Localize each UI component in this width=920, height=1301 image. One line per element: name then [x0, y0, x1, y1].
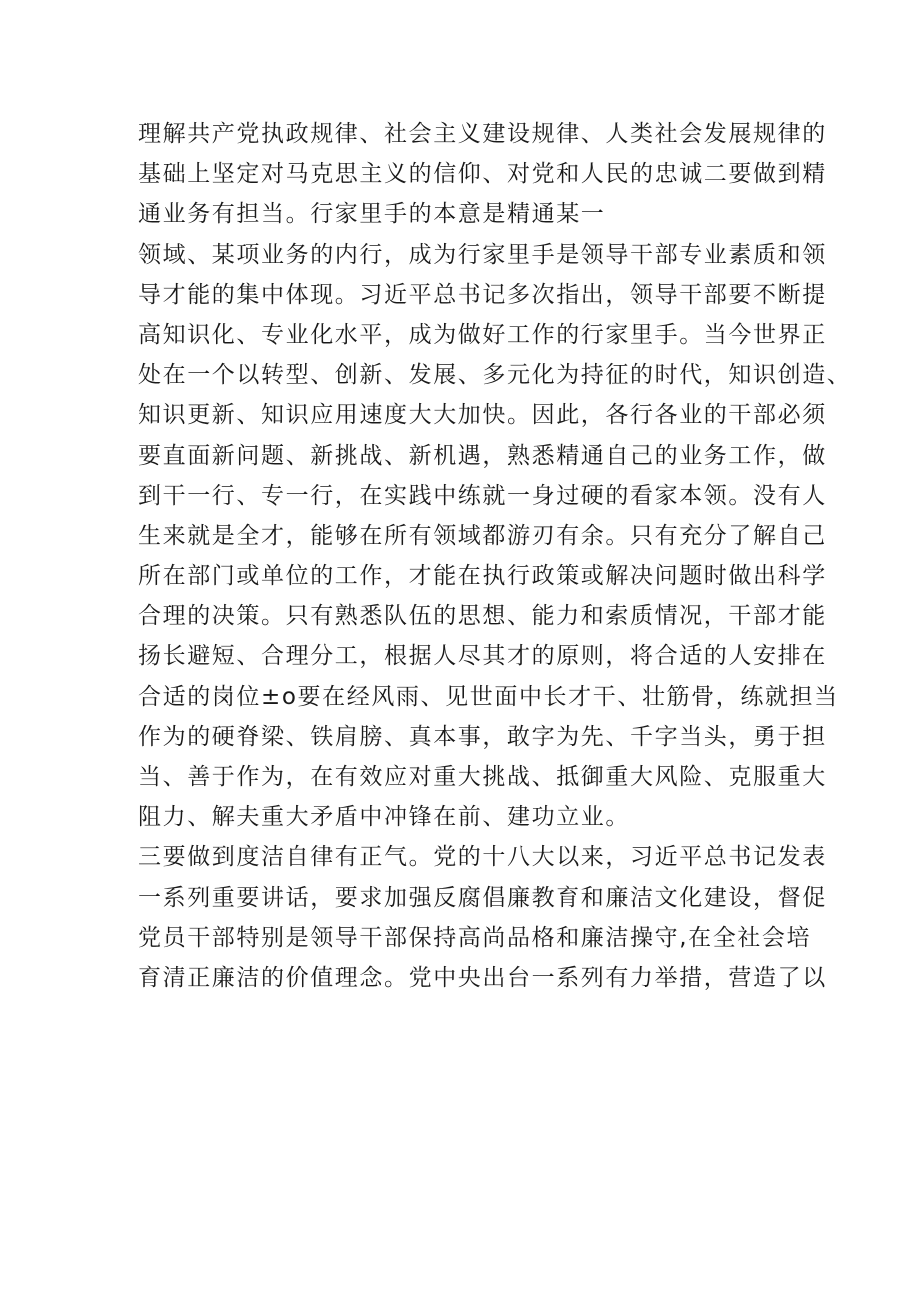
- text-line: 基础上坚定对马克思主义的信仰、对党和人民的忠诚二要做到精: [138, 161, 827, 188]
- text-line: 理解共产党执政规律、社会主义建设规律、人类社会发展规律的: [138, 121, 827, 147]
- text-line: 通业务有担当。行家里手的本意是精通某一: [138, 201, 606, 228]
- text-line: 当、善于作为，在有效应对重大挑战、抵御重大风险、克服重大: [138, 764, 827, 790]
- text-line: 高知识化、专业化水平，成为做好工作的行家里手。当今世界正: [138, 321, 827, 348]
- text-line: 导才能的集中体现。习近平总书记多次指出，领导干部要不断提: [138, 281, 827, 308]
- text-line: 作为的硬脊梁、铁肩膀、真本事，敢字为先、千字当头，勇于担: [138, 723, 827, 750]
- text-line: 一系列重要讲话，要求加强反腐倡廉教育和廉洁文化建设，督促: [138, 884, 827, 911]
- text-line: 所在部门或单位的工作，才能在执行政策或解决问题时做出科学: [138, 563, 827, 590]
- text-line: 党员干部特别是领导干部保持高尚品格和廉洁操守,在全社会培: [138, 924, 812, 951]
- text-line: 生来就是全才，能够在所有领域都游刃有余。只有充分了解自己: [138, 522, 827, 549]
- text-line: 合适的岗位±o要在经风雨、见世面中长才干、壮筋骨，练就担当: [138, 683, 839, 710]
- text-line: 三要做到度洁自律有正气。党的十八大以来，习近平总书记发表: [138, 844, 827, 871]
- text-line: 处在一个以转型、创新、发展、多元化为持征的时代，知识创造、: [138, 362, 852, 389]
- text-line: 领域、某项业务的内行，成为行家里手是领导干部专业素质和领: [138, 241, 827, 268]
- text-line: 要直面新问题、新挑战、新机遇，熟悉精通自己的业务工作，做: [138, 442, 827, 469]
- text-line: 合理的决策。只有熟悉队伍的思想、能力和索质情况，干部才能: [138, 603, 827, 630]
- text-line: 扬长避短、合理分工，根据人尽其才的原则，将合适的人安排在: [138, 643, 827, 670]
- text-line: 到干一行、专一行，在实践中练就一身过硬的看家本领。没有人: [138, 482, 827, 509]
- text-line: 育清正廉洁的价值理念。党中央出台一系列有力举措，营造了以: [138, 964, 827, 991]
- text-line: 阻力、解夫重大矛盾中冲锋在前、建功立业。: [138, 804, 630, 831]
- body-text: [138, 114, 852, 998]
- text-line: 知识更新、知识应用速度大大加快。因此，各行各业的干部必须: [138, 402, 827, 429]
